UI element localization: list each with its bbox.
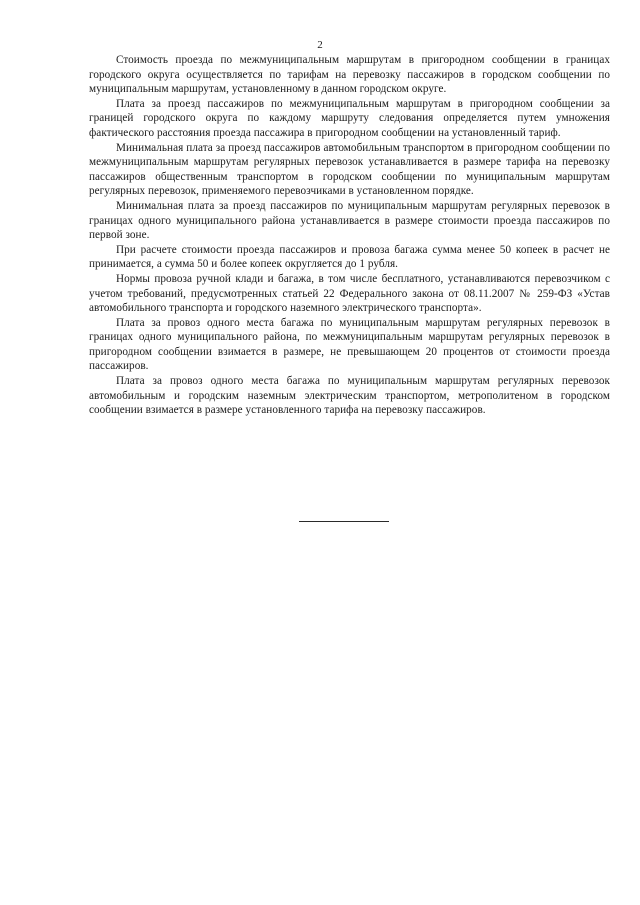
page-number: 2 bbox=[317, 39, 323, 51]
paragraph-minimum-municipal-fare: Минимальная плата за проезд пассажиров по муниципальным маршрутам регулярных перевозок в границах одного муниципального района устанавливается в размере стоимости проезда пассажиров по первой зоне. bbox=[89, 199, 610, 242]
paragraph-suburban-fare-outside-city: Плата за проезд пассажиров по межмуниципальным маршрутам в пригородном сообщении за границей городского округа по каждому маршруту следования определяется путем умножения фактического расстояния проезда пассажира в пригородном сообщении на установленный тариф. bbox=[89, 97, 610, 139]
paragraph-minimum-suburban-fare: Минимальная плата за проезд пассажиров автомобильным транспортом в пригородном сообщении по межмуниципальным маршрутам регулярных перевозок устанавливается в размере тарифа на перевозку пассажиров общественным транспортом в городском сообщении по муниципальным маршрутам регулярных перевозок, применяемого перевозчиками в установленном порядке. bbox=[89, 141, 610, 198]
end-of-document-divider bbox=[299, 521, 389, 522]
paragraph-suburban-fare-within-city: Стоимость проезда по межмуниципальным маршрутам в пригородном сообщении в границах городского округа осуществляется по тарифам на перевозку пассажиров в городском сообщении по муниципальным маршрутам, установленному в данном городском округе. bbox=[89, 54, 610, 96]
paragraph-luggage-norms: Нормы провоза ручной клади и багажа, в том числе бесплатного, устанавливаются перевозчиком с учетом требований, предусмотренных статьей 22 Федерального закона от 08.11.2007 № 259-ФЗ «Устав автомобильного транспорта и городского наземного электрического транспорта». bbox=[89, 272, 610, 315]
paragraph-luggage-fee-suburban: Плата за провоз одного места багажа по муниципальным маршрутам регулярных перевозок в границах одного муниципального района, по межмуниципальным маршрутам регулярных перевозок в пригородном сообщении взимается в размере, не превышающем 20 процентов от стоимости проезда пассажиров. bbox=[89, 316, 610, 373]
paragraph-rounding-rule: При расчете стоимости проезда пассажиров и провоза багажа сумма менее 50 копеек в расчет не принимается, а сумма 50 и более копеек округляется до 1 рубля. bbox=[89, 243, 610, 271]
paragraph-luggage-fee-urban: Плата за провоз одного места багажа по муниципальным маршрутам регулярных перевозок автомобильным и городским наземным электрическим транспортом, метрополитеном в городском сообщении взимается в размере установленного тарифа на перевозку пассажиров. bbox=[89, 375, 610, 417]
document-body bbox=[89, 53, 610, 418]
